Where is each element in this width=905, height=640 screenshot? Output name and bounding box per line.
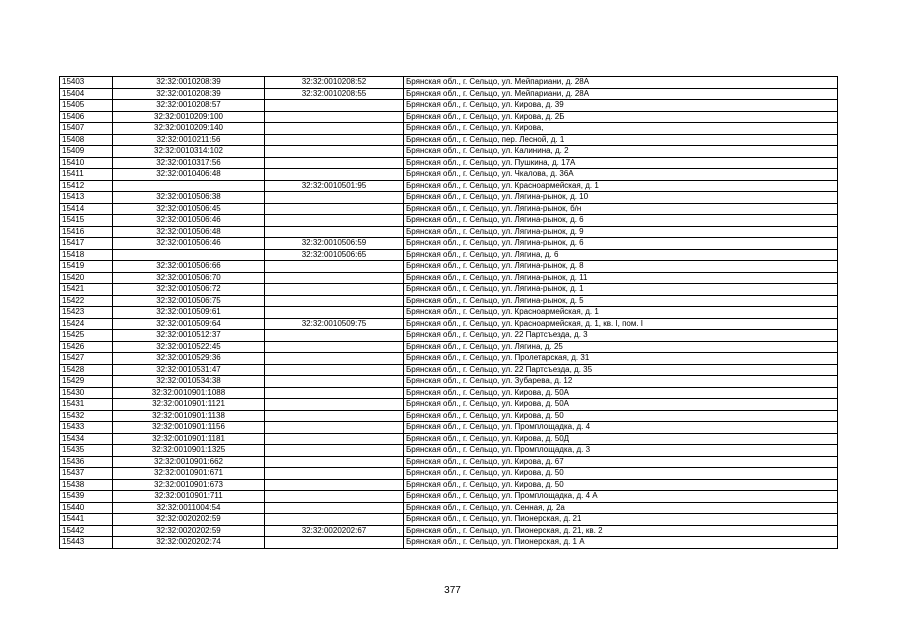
- cadastral-number-cell: 32:32:0010209:140: [113, 123, 265, 135]
- table-row: [60, 456, 838, 468]
- cadastral-number-cell: 32:32:0010901:662: [113, 456, 265, 468]
- new-cadastral-number-cell: [265, 100, 404, 112]
- row-number-cell: 15417: [60, 238, 113, 250]
- address-cell: Брянская обл., г. Сельцо, ул. Кирова, д. 2Б: [404, 111, 838, 123]
- new-cadastral-number-cell: [265, 341, 404, 353]
- registry-table: [59, 76, 838, 549]
- row-number-cell: 15405: [60, 100, 113, 112]
- address-cell: Брянская обл., г. Сельцо, ул. Кирова, д. 50А: [404, 399, 838, 411]
- registry-table-body: [60, 77, 838, 549]
- cadastral-number-cell: 32:32:0010506:45: [113, 203, 265, 215]
- cadastral-number-cell: 32:32:0010506:38: [113, 192, 265, 204]
- row-number-cell: 15409: [60, 146, 113, 158]
- row-number-cell: 15422: [60, 295, 113, 307]
- new-cadastral-number-cell: 32:32:0010509:75: [265, 318, 404, 330]
- address-cell: Брянская обл., г. Сельцо, ул. Калинина, д. 2: [404, 146, 838, 158]
- new-cadastral-number-cell: [265, 422, 404, 434]
- cadastral-number-cell: 32:32:0010509:61: [113, 307, 265, 319]
- table-row: [60, 134, 838, 146]
- new-cadastral-number-cell: [265, 502, 404, 514]
- new-cadastral-number-cell: [265, 514, 404, 526]
- row-number-cell: 15407: [60, 123, 113, 135]
- new-cadastral-number-cell: [265, 399, 404, 411]
- table-row: [60, 525, 838, 537]
- cadastral-number-cell: 32:32:0010529:36: [113, 353, 265, 365]
- address-cell: Брянская обл., г. Сельцо, ул. Красноармейская, д. 1: [404, 180, 838, 192]
- row-number-cell: 15410: [60, 157, 113, 169]
- cadastral-number-cell: 32:32:0010506:48: [113, 226, 265, 238]
- new-cadastral-number-cell: [265, 537, 404, 549]
- table-row: [60, 318, 838, 330]
- row-number-cell: 15426: [60, 341, 113, 353]
- address-cell: Брянская обл., г. Сельцо, ул. Красноармейская, д. 1: [404, 307, 838, 319]
- cadastral-number-cell: 32:32:0010506:46: [113, 238, 265, 250]
- row-number-cell: 15406: [60, 111, 113, 123]
- new-cadastral-number-cell: [265, 479, 404, 491]
- new-cadastral-number-cell: [265, 215, 404, 227]
- cadastral-number-cell: 32:32:0010208:39: [113, 77, 265, 89]
- table-row: [60, 226, 838, 238]
- new-cadastral-number-cell: [265, 226, 404, 238]
- new-cadastral-number-cell: [265, 307, 404, 319]
- address-cell: Брянская обл., г. Сельцо, ул. Кирова, д. 50: [404, 468, 838, 480]
- cadastral-number-cell: 32:32:0010512:37: [113, 330, 265, 342]
- address-cell: Брянская обл., г. Сельцо, ул. Мейпариани, д. 28А: [404, 77, 838, 89]
- address-cell: Брянская обл., г. Сельцо, ул. Мейпариани, д. 28А: [404, 88, 838, 100]
- new-cadastral-number-cell: [265, 330, 404, 342]
- new-cadastral-number-cell: [265, 169, 404, 181]
- table-row: [60, 479, 838, 491]
- page-number: 377: [444, 585, 461, 596]
- row-number-cell: 15420: [60, 272, 113, 284]
- address-cell: Брянская обл., г. Сельцо, ул. Кирова,: [404, 123, 838, 135]
- new-cadastral-number-cell: 32:32:0010506:65: [265, 249, 404, 261]
- row-number-cell: 15440: [60, 502, 113, 514]
- table-row: [60, 422, 838, 434]
- address-cell: Брянская обл., г. Сельцо, ул. Лягина-рынок, д. 6: [404, 215, 838, 227]
- cadastral-number-cell: 32:32:0010209:100: [113, 111, 265, 123]
- table-row: [60, 157, 838, 169]
- table-row: [60, 353, 838, 365]
- row-number-cell: 15423: [60, 307, 113, 319]
- address-cell: Брянская обл., г. Сельцо, ул. Пионерская, д. 1 А: [404, 537, 838, 549]
- new-cadastral-number-cell: [265, 376, 404, 388]
- row-number-cell: 15413: [60, 192, 113, 204]
- row-number-cell: 15434: [60, 433, 113, 445]
- cadastral-number-cell: 32:32:0010901:671: [113, 468, 265, 480]
- new-cadastral-number-cell: 32:32:0010208:52: [265, 77, 404, 89]
- table-row: [60, 88, 838, 100]
- table-row: [60, 77, 838, 89]
- row-number-cell: 15436: [60, 456, 113, 468]
- cadastral-number-cell: 32:32:0010522:45: [113, 341, 265, 353]
- new-cadastral-number-cell: [265, 123, 404, 135]
- cadastral-number-cell: 32:32:0010509:64: [113, 318, 265, 330]
- table-row: [60, 192, 838, 204]
- table-row: [60, 445, 838, 457]
- address-cell: Брянская обл., г. Сельцо, ул. Лягина-рынок, д. 6: [404, 238, 838, 250]
- cadastral-number-cell: 32:32:0010901:711: [113, 491, 265, 503]
- cadastral-number-cell: 32:32:0010901:1088: [113, 387, 265, 399]
- row-number-cell: 15408: [60, 134, 113, 146]
- row-number-cell: 15433: [60, 422, 113, 434]
- address-cell: Брянская обл., г. Сельцо, ул. Лягина-рынок, д. 11: [404, 272, 838, 284]
- row-number-cell: 15425: [60, 330, 113, 342]
- row-number-cell: 15442: [60, 525, 113, 537]
- cadastral-number-cell: 32:32:0010531:47: [113, 364, 265, 376]
- table-row: [60, 410, 838, 422]
- address-cell: Брянская обл., г. Сельцо, ул. Кирова, д. 39: [404, 100, 838, 112]
- new-cadastral-number-cell: [265, 192, 404, 204]
- new-cadastral-number-cell: [265, 111, 404, 123]
- new-cadastral-number-cell: [265, 410, 404, 422]
- address-cell: Брянская обл., г. Сельцо, ул. Кирова, д. 50: [404, 410, 838, 422]
- new-cadastral-number-cell: [265, 261, 404, 273]
- address-cell: Брянская обл., г. Сельцо, ул. Лягина, д. 25: [404, 341, 838, 353]
- address-cell: Брянская обл., г. Сельцо, ул. Промплощадка, д. 4: [404, 422, 838, 434]
- cadastral-number-cell: 32:32:0010317:56: [113, 157, 265, 169]
- new-cadastral-number-cell: [265, 468, 404, 480]
- table-row: [60, 502, 838, 514]
- cadastral-number-cell: 32:32:0010901:1156: [113, 422, 265, 434]
- new-cadastral-number-cell: [265, 272, 404, 284]
- table-row: [60, 238, 838, 250]
- cadastral-number-cell: 32:32:0010534:38: [113, 376, 265, 388]
- table-row: [60, 341, 838, 353]
- row-number-cell: 15414: [60, 203, 113, 215]
- address-cell: Брянская обл., г. Сельцо, ул. 22 Партсъезда, д. 35: [404, 364, 838, 376]
- table-row: [60, 364, 838, 376]
- new-cadastral-number-cell: [265, 203, 404, 215]
- cadastral-number-cell: 32:32:0011004:54: [113, 502, 265, 514]
- cadastral-number-cell: 32:32:0020202:74: [113, 537, 265, 549]
- cadastral-number-cell: 32:32:0010406:48: [113, 169, 265, 181]
- new-cadastral-number-cell: [265, 134, 404, 146]
- cadastral-number-cell: 32:32:0010208:57: [113, 100, 265, 112]
- table-row: [60, 100, 838, 112]
- table-row: [60, 284, 838, 296]
- row-number-cell: 15435: [60, 445, 113, 457]
- new-cadastral-number-cell: [265, 433, 404, 445]
- new-cadastral-number-cell: [265, 364, 404, 376]
- table-row: [60, 537, 838, 549]
- row-number-cell: 15431: [60, 399, 113, 411]
- cadastral-number-cell: 32:32:0010314:102: [113, 146, 265, 158]
- address-cell: Брянская обл., г. Сельцо, пер. Лесной, д. 1: [404, 134, 838, 146]
- row-number-cell: 15443: [60, 537, 113, 549]
- row-number-cell: 15429: [60, 376, 113, 388]
- row-number-cell: 15411: [60, 169, 113, 181]
- address-cell: Брянская обл., г. Сельцо, ул. Кирова, д. 50: [404, 479, 838, 491]
- table-row: [60, 111, 838, 123]
- table-row: [60, 249, 838, 261]
- address-cell: Брянская обл., г. Сельцо, ул. Лягина-рынок, б/н: [404, 203, 838, 215]
- row-number-cell: 15437: [60, 468, 113, 480]
- address-cell: Брянская обл., г. Сельцо, ул. Лягина-рынок, д. 5: [404, 295, 838, 307]
- new-cadastral-number-cell: [265, 157, 404, 169]
- address-cell: Брянская обл., г. Сельцо, ул. Лягина-рынок, д. 9: [404, 226, 838, 238]
- row-number-cell: 15438: [60, 479, 113, 491]
- table-row: [60, 215, 838, 227]
- cadastral-number-cell: [113, 180, 265, 192]
- cadastral-number-cell: 32:32:0010506:72: [113, 284, 265, 296]
- row-number-cell: 15432: [60, 410, 113, 422]
- cadastral-number-cell: 32:32:0010901:1121: [113, 399, 265, 411]
- row-number-cell: 15416: [60, 226, 113, 238]
- new-cadastral-number-cell: [265, 284, 404, 296]
- row-number-cell: 15428: [60, 364, 113, 376]
- cadastral-number-cell: 32:32:0010506:75: [113, 295, 265, 307]
- cadastral-number-cell: 32:32:0010506:46: [113, 215, 265, 227]
- address-cell: Брянская обл., г. Сельцо, ул. Пролетарская, д. 31: [404, 353, 838, 365]
- address-cell: Брянская обл., г. Сельцо, ул. Кирова, д. 50Д: [404, 433, 838, 445]
- address-cell: Брянская обл., г. Сельцо, ул. Кирова, д. 50А: [404, 387, 838, 399]
- new-cadastral-number-cell: 32:32:0010506:59: [265, 238, 404, 250]
- row-number-cell: 15412: [60, 180, 113, 192]
- cadastral-number-cell: 32:32:0010901:1181: [113, 433, 265, 445]
- table-row: [60, 146, 838, 158]
- cadastral-number-cell: 32:32:0010506:66: [113, 261, 265, 273]
- new-cadastral-number-cell: [265, 387, 404, 399]
- table-row: [60, 307, 838, 319]
- row-number-cell: 15439: [60, 491, 113, 503]
- address-cell: Брянская обл., г. Сельцо, ул. Промплощадка, д. 3: [404, 445, 838, 457]
- row-number-cell: 15427: [60, 353, 113, 365]
- address-cell: Брянская обл., г. Сельцо, ул. Кирова, д. 67: [404, 456, 838, 468]
- address-cell: Брянская обл., г. Сельцо, ул. Пушкина, д. 17А: [404, 157, 838, 169]
- address-cell: Брянская обл., г. Сельцо, ул. Сенная, д. 2а: [404, 502, 838, 514]
- address-cell: Брянская обл., г. Сельцо, ул. 22 Партсъезда, д. 3: [404, 330, 838, 342]
- new-cadastral-number-cell: 32:32:0010501:95: [265, 180, 404, 192]
- new-cadastral-number-cell: [265, 295, 404, 307]
- table-row: [60, 433, 838, 445]
- table-row: [60, 180, 838, 192]
- cadastral-number-cell: 32:32:0010901:1138: [113, 410, 265, 422]
- table-row: [60, 376, 838, 388]
- row-number-cell: 15441: [60, 514, 113, 526]
- cadastral-number-cell: [113, 249, 265, 261]
- row-number-cell: 15404: [60, 88, 113, 100]
- table-row: [60, 491, 838, 503]
- new-cadastral-number-cell: [265, 445, 404, 457]
- table-row: [60, 514, 838, 526]
- address-cell: Брянская обл., г. Сельцо, ул. Лягина-рынок, д. 8: [404, 261, 838, 273]
- address-cell: Брянская обл., г. Сельцо, ул. Лягина-рынок, д. 10: [404, 192, 838, 204]
- table-row: [60, 295, 838, 307]
- new-cadastral-number-cell: [265, 456, 404, 468]
- new-cadastral-number-cell: 32:32:0020202:67: [265, 525, 404, 537]
- address-cell: Брянская обл., г. Сельцо, ул. Чкалова, д. 36А: [404, 169, 838, 181]
- table-row: [60, 123, 838, 135]
- table-row: [60, 330, 838, 342]
- row-number-cell: 15415: [60, 215, 113, 227]
- cadastral-number-cell: 32:32:0020202:59: [113, 525, 265, 537]
- row-number-cell: 15419: [60, 261, 113, 273]
- row-number-cell: 15403: [60, 77, 113, 89]
- address-cell: Брянская обл., г. Сельцо, ул. Пионерская, д. 21: [404, 514, 838, 526]
- cadastral-number-cell: 32:32:0020202:59: [113, 514, 265, 526]
- table-row: [60, 261, 838, 273]
- new-cadastral-number-cell: [265, 353, 404, 365]
- address-cell: Брянская обл., г. Сельцо, ул. Промплощадка, д. 4 А: [404, 491, 838, 503]
- table-row: [60, 272, 838, 284]
- table-row: [60, 203, 838, 215]
- new-cadastral-number-cell: [265, 146, 404, 158]
- row-number-cell: 15421: [60, 284, 113, 296]
- new-cadastral-number-cell: 32:32:0010208:55: [265, 88, 404, 100]
- cadastral-number-cell: 32:32:0010901:1325: [113, 445, 265, 457]
- table-row: [60, 399, 838, 411]
- address-cell: Брянская обл., г. Сельцо, ул. Зубарева, д. 12: [404, 376, 838, 388]
- new-cadastral-number-cell: [265, 491, 404, 503]
- row-number-cell: 15424: [60, 318, 113, 330]
- address-cell: Брянская обл., г. Сельцо, ул. Пионерская, д. 21, кв. 2: [404, 525, 838, 537]
- cadastral-number-cell: 32:32:0010901:673: [113, 479, 265, 491]
- row-number-cell: 15418: [60, 249, 113, 261]
- cadastral-number-cell: 32:32:0010208:39: [113, 88, 265, 100]
- address-cell: Брянская обл., г. Сельцо, ул. Красноармейская, д. 1, кв. I, пом. I: [404, 318, 838, 330]
- address-cell: Брянская обл., г. Сельцо, ул. Лягина, д. 6: [404, 249, 838, 261]
- address-cell: Брянская обл., г. Сельцо, ул. Лягина-рынок, д. 1: [404, 284, 838, 296]
- row-number-cell: 15430: [60, 387, 113, 399]
- table-row: [60, 468, 838, 480]
- table-row: [60, 169, 838, 181]
- cadastral-number-cell: 32:32:0010211:56: [113, 134, 265, 146]
- cadastral-number-cell: 32:32:0010506:70: [113, 272, 265, 284]
- table-row: [60, 387, 838, 399]
